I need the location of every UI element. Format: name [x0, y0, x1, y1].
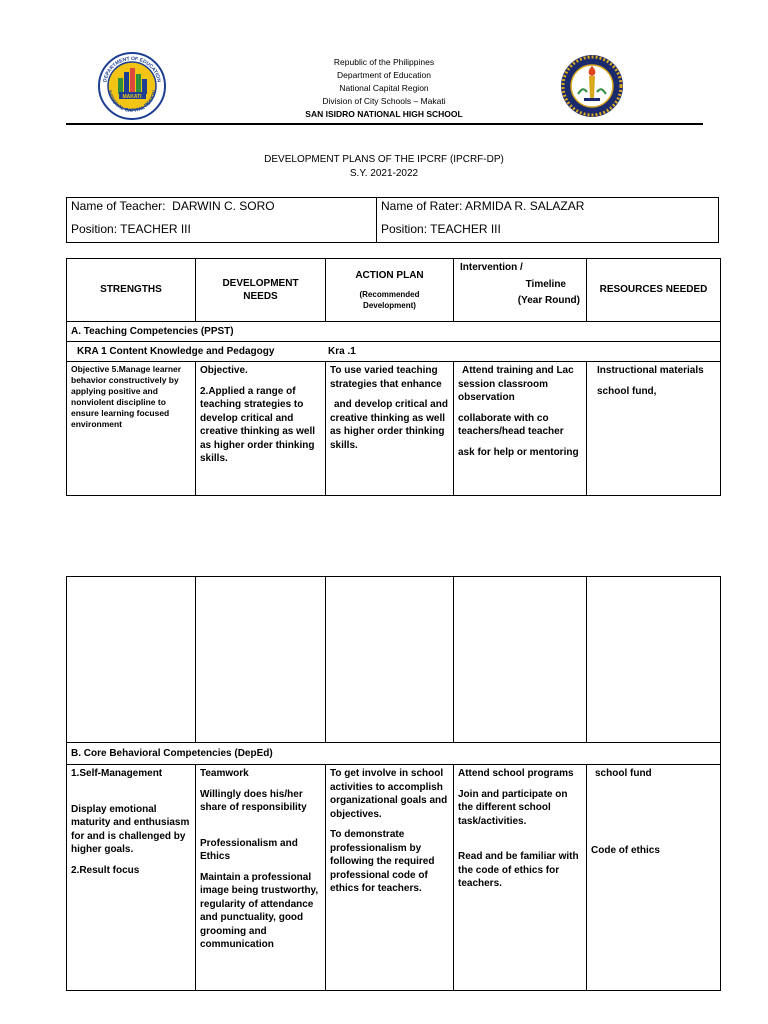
strengths-text-2: Display emotional maturity and enthusiasm for and is challenged by higher goals.	[71, 803, 190, 855]
needs-text-1: Objective.	[200, 365, 248, 376]
school-seal-logo	[560, 54, 624, 118]
header-dev-needs-line1: DEVELOPMENT	[222, 277, 299, 289]
letterhead	[0, 56, 768, 121]
rater-name: ARMIDA R. SALAZAR	[465, 199, 585, 213]
section-b-label: B. Core Behavioral Competencies (DepEd)	[67, 743, 721, 765]
section-a-row	[67, 322, 721, 342]
header-action-plan	[326, 259, 454, 322]
action-text-2: To demonstrate professionalism by following the required professional code of ethics for teachers.	[330, 829, 435, 894]
strengths-text-1: 1.Self-Management	[71, 768, 163, 779]
kra-row	[67, 342, 721, 362]
header-timeline	[454, 259, 587, 322]
cell-strengths: Objective 5.Manage learner behavior constructively by applying positive and nonviolent discipline to ensure learning focused environment	[67, 362, 196, 496]
rater-name-row	[381, 199, 584, 213]
section-a-label: A. Teaching Competencies (PPST)	[67, 322, 721, 342]
header-development-needs	[196, 259, 326, 322]
needs-text-4: Maintain a professional image being trustworthy, regularity of attendance and punctuality, good grooming and communication	[200, 871, 319, 950]
header-timeline-label: Timeline	[525, 278, 566, 290]
rater-position: TEACHER III	[430, 222, 501, 236]
header-strengths: STRENGTHS	[67, 259, 196, 322]
resources-text-1: Instructional materials	[597, 365, 704, 376]
cell-action-plan	[326, 362, 454, 496]
needs-text-1: Teamwork	[200, 768, 249, 779]
empty-cell	[587, 577, 721, 743]
kra-label: KRA 1 Content Knowledge and Pedagogy	[77, 345, 275, 357]
title-line-2: S.Y. 2021-2022	[349, 168, 419, 179]
cell-resources	[587, 765, 721, 991]
section-b-row	[67, 743, 721, 765]
resources-text-2: Code of ethics	[591, 844, 660, 856]
empty-cell	[67, 577, 196, 743]
development-plan-table-a	[66, 258, 721, 496]
info-divider	[376, 198, 377, 242]
timeline-text-2: collaborate with co teachers/head teacher	[458, 412, 564, 437]
header-line-4: Division of City Schools – Makati	[322, 96, 446, 106]
header-line-1: Republic of the Philippines	[333, 57, 435, 67]
title-line-1: DEVELOPMENT PLANS OF THE IPCRF (IPCRF-DP)	[264, 154, 504, 165]
rater-label: Name of Rater:	[381, 199, 463, 213]
timeline-text-3: ask for help or mentoring	[458, 446, 579, 458]
strengths-text-3: 2.Result focus	[71, 864, 140, 876]
header-intervention: Intervention /	[460, 262, 523, 273]
document-title	[0, 153, 768, 181]
logo-arc-top: DEPARTMENT OF EDUCATION	[102, 55, 162, 83]
header-dev-needs-line2: NEEDS	[243, 291, 278, 302]
rater-position-label: Position:	[381, 222, 428, 236]
timeline-text-2: Join and participate on the different school task/activities.	[458, 788, 568, 827]
header-line-3: National Capital Region	[339, 83, 429, 93]
kra-number: Kra .1	[327, 345, 356, 357]
teacher-position-row	[71, 222, 191, 236]
header-action-plan-title: ACTION PLAN	[355, 270, 424, 282]
action-text-1: To get involve in school activities to accomplish organizational goals and objectives.	[330, 768, 448, 820]
resources-text-1: school fund	[595, 768, 652, 779]
teacher-name-row	[71, 199, 275, 213]
resources-text-2: school fund,	[597, 385, 657, 397]
header-rule	[66, 123, 703, 125]
needs-text-2: Willingly does his/her share of responsibility	[200, 788, 307, 813]
teacher-label: Name of Teacher:	[71, 199, 166, 213]
empty-cell	[326, 577, 454, 743]
rater-position-row	[381, 222, 501, 236]
action-text-2: and develop critical and creative thinking as well as higher order thinking skills.	[330, 399, 448, 451]
needs-text-3: Professionalism and Ethics	[200, 837, 298, 862]
needs-text-2: 2.Applied a range of teaching strategies to develop critical and creative thinking as well as higher order thinking skills.	[200, 385, 316, 464]
cell-development-needs	[196, 765, 326, 991]
empty-cell	[196, 577, 326, 743]
action-text-1: To use varied teaching strategies that enhance	[330, 365, 442, 390]
kra-cell	[67, 342, 721, 362]
header-action-plan-sub1: (Recommended	[359, 289, 420, 299]
school-name: SAN ISIDRO NATIONAL HIGH SCHOOL	[305, 109, 463, 119]
table-header-row	[67, 259, 721, 322]
teacher-name: DARWIN C. SORO	[172, 199, 275, 213]
table-row	[67, 362, 721, 496]
header-resources: RESOURCES NEEDED	[587, 259, 721, 322]
cell-action-plan	[326, 765, 454, 991]
header-action-plan-sub2: Development)	[363, 300, 416, 310]
development-plan-table-b	[66, 576, 721, 991]
cell-resources	[587, 362, 721, 496]
empty-cell	[454, 577, 587, 743]
cell-timeline	[454, 765, 587, 991]
logo-arc-bottom: NATIONAL CAPITAL REGION	[106, 89, 158, 115]
cell-timeline	[454, 362, 587, 496]
teacher-position: TEACHER III	[120, 222, 191, 236]
header-line-2: Department of Education	[336, 70, 432, 80]
cell-development-needs	[196, 362, 326, 496]
timeline-text-1: Attend school programs	[458, 768, 574, 779]
logo-center-text: MAKATI	[122, 94, 142, 100]
timeline-text-1: Attend training and Lac session classroom observation	[458, 365, 574, 403]
empty-row	[67, 577, 721, 743]
teacher-rater-box	[66, 197, 719, 243]
header-year-round: (Year Round)	[517, 295, 580, 306]
timeline-text-3: Read and be familiar with the code of ethics for teachers.	[458, 851, 579, 889]
cell-strengths	[67, 765, 196, 991]
table-row	[67, 765, 721, 991]
teacher-position-label: Position:	[71, 222, 118, 236]
